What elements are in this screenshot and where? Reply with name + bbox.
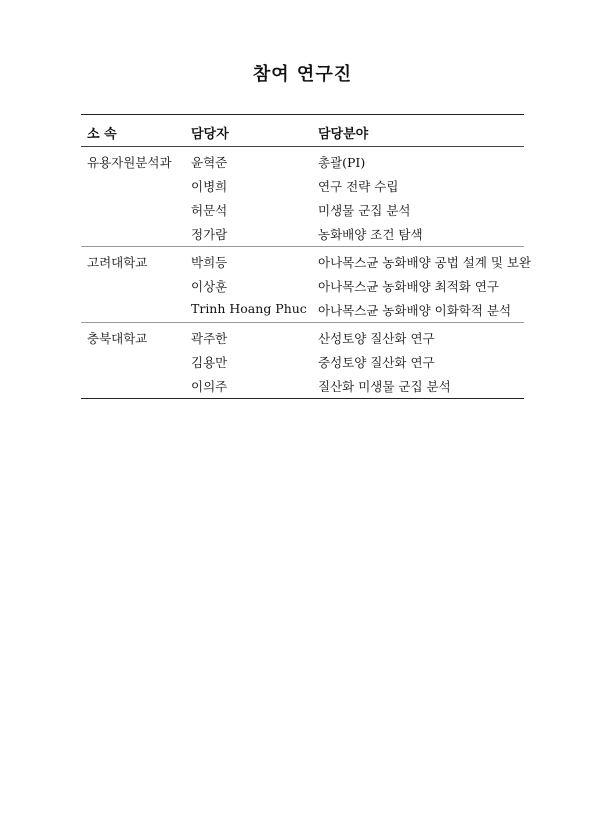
header-affiliation: 소 속 xyxy=(87,127,117,142)
affiliation-cell: 충북대학교 xyxy=(87,331,148,346)
page-title: 참여 연구진 xyxy=(252,64,353,85)
table-row xyxy=(81,149,524,173)
field-cell: 아나목스균 농화배양 이화학적 분석 xyxy=(318,303,512,318)
person-cell: 윤혁준 xyxy=(191,155,228,170)
field-cell: 농화배양 조건 탐색 xyxy=(318,227,423,242)
research-team-table xyxy=(81,114,532,399)
person-cell: 김용만 xyxy=(191,355,228,370)
field-cell: 아나목스균 농화배양 최적화 연구 xyxy=(318,279,499,294)
table-row xyxy=(81,373,524,397)
person-cell: 허문석 xyxy=(191,203,228,218)
table-row xyxy=(81,325,524,349)
person-cell: 박희등 xyxy=(191,255,228,270)
table-group-korea-univ xyxy=(81,249,532,323)
field-cell: 질산화 미생물 군집 분석 xyxy=(318,379,451,394)
table-group-nias xyxy=(81,149,524,247)
table-row xyxy=(81,173,524,197)
field-cell: 산성토양 질산화 연구 xyxy=(318,331,435,346)
person-cell: 이의주 xyxy=(191,379,228,394)
field-cell: 총괄(PI) xyxy=(318,155,366,170)
person-cell: 정가람 xyxy=(191,227,228,242)
table-row xyxy=(81,249,532,273)
table-group-chungbuk-univ xyxy=(81,325,524,397)
field-cell: 미생물 군집 분석 xyxy=(318,203,411,218)
table-header-row xyxy=(81,115,524,147)
person-cell: Trinh Hoang Phuc xyxy=(191,301,307,316)
table-row xyxy=(81,221,524,245)
field-cell: 중성토양 질산화 연구 xyxy=(318,355,435,370)
person-cell: 이상훈 xyxy=(191,279,228,294)
header-person: 담당자 xyxy=(191,127,229,142)
table-row xyxy=(81,197,524,221)
field-cell: 연구 전략 수립 xyxy=(318,179,399,194)
field-cell: 아나목스균 농화배양 공법 설계 및 보완 xyxy=(318,255,532,270)
affiliation-cell: 유용자원분석과 xyxy=(87,155,172,170)
table-row xyxy=(81,349,524,373)
header-field: 담당분야 xyxy=(318,127,369,142)
person-cell: 이병희 xyxy=(191,179,228,194)
table-row xyxy=(81,297,524,321)
affiliation-cell: 고려대학교 xyxy=(87,255,148,270)
person-cell: 곽주한 xyxy=(191,331,228,346)
table-row xyxy=(81,273,524,297)
